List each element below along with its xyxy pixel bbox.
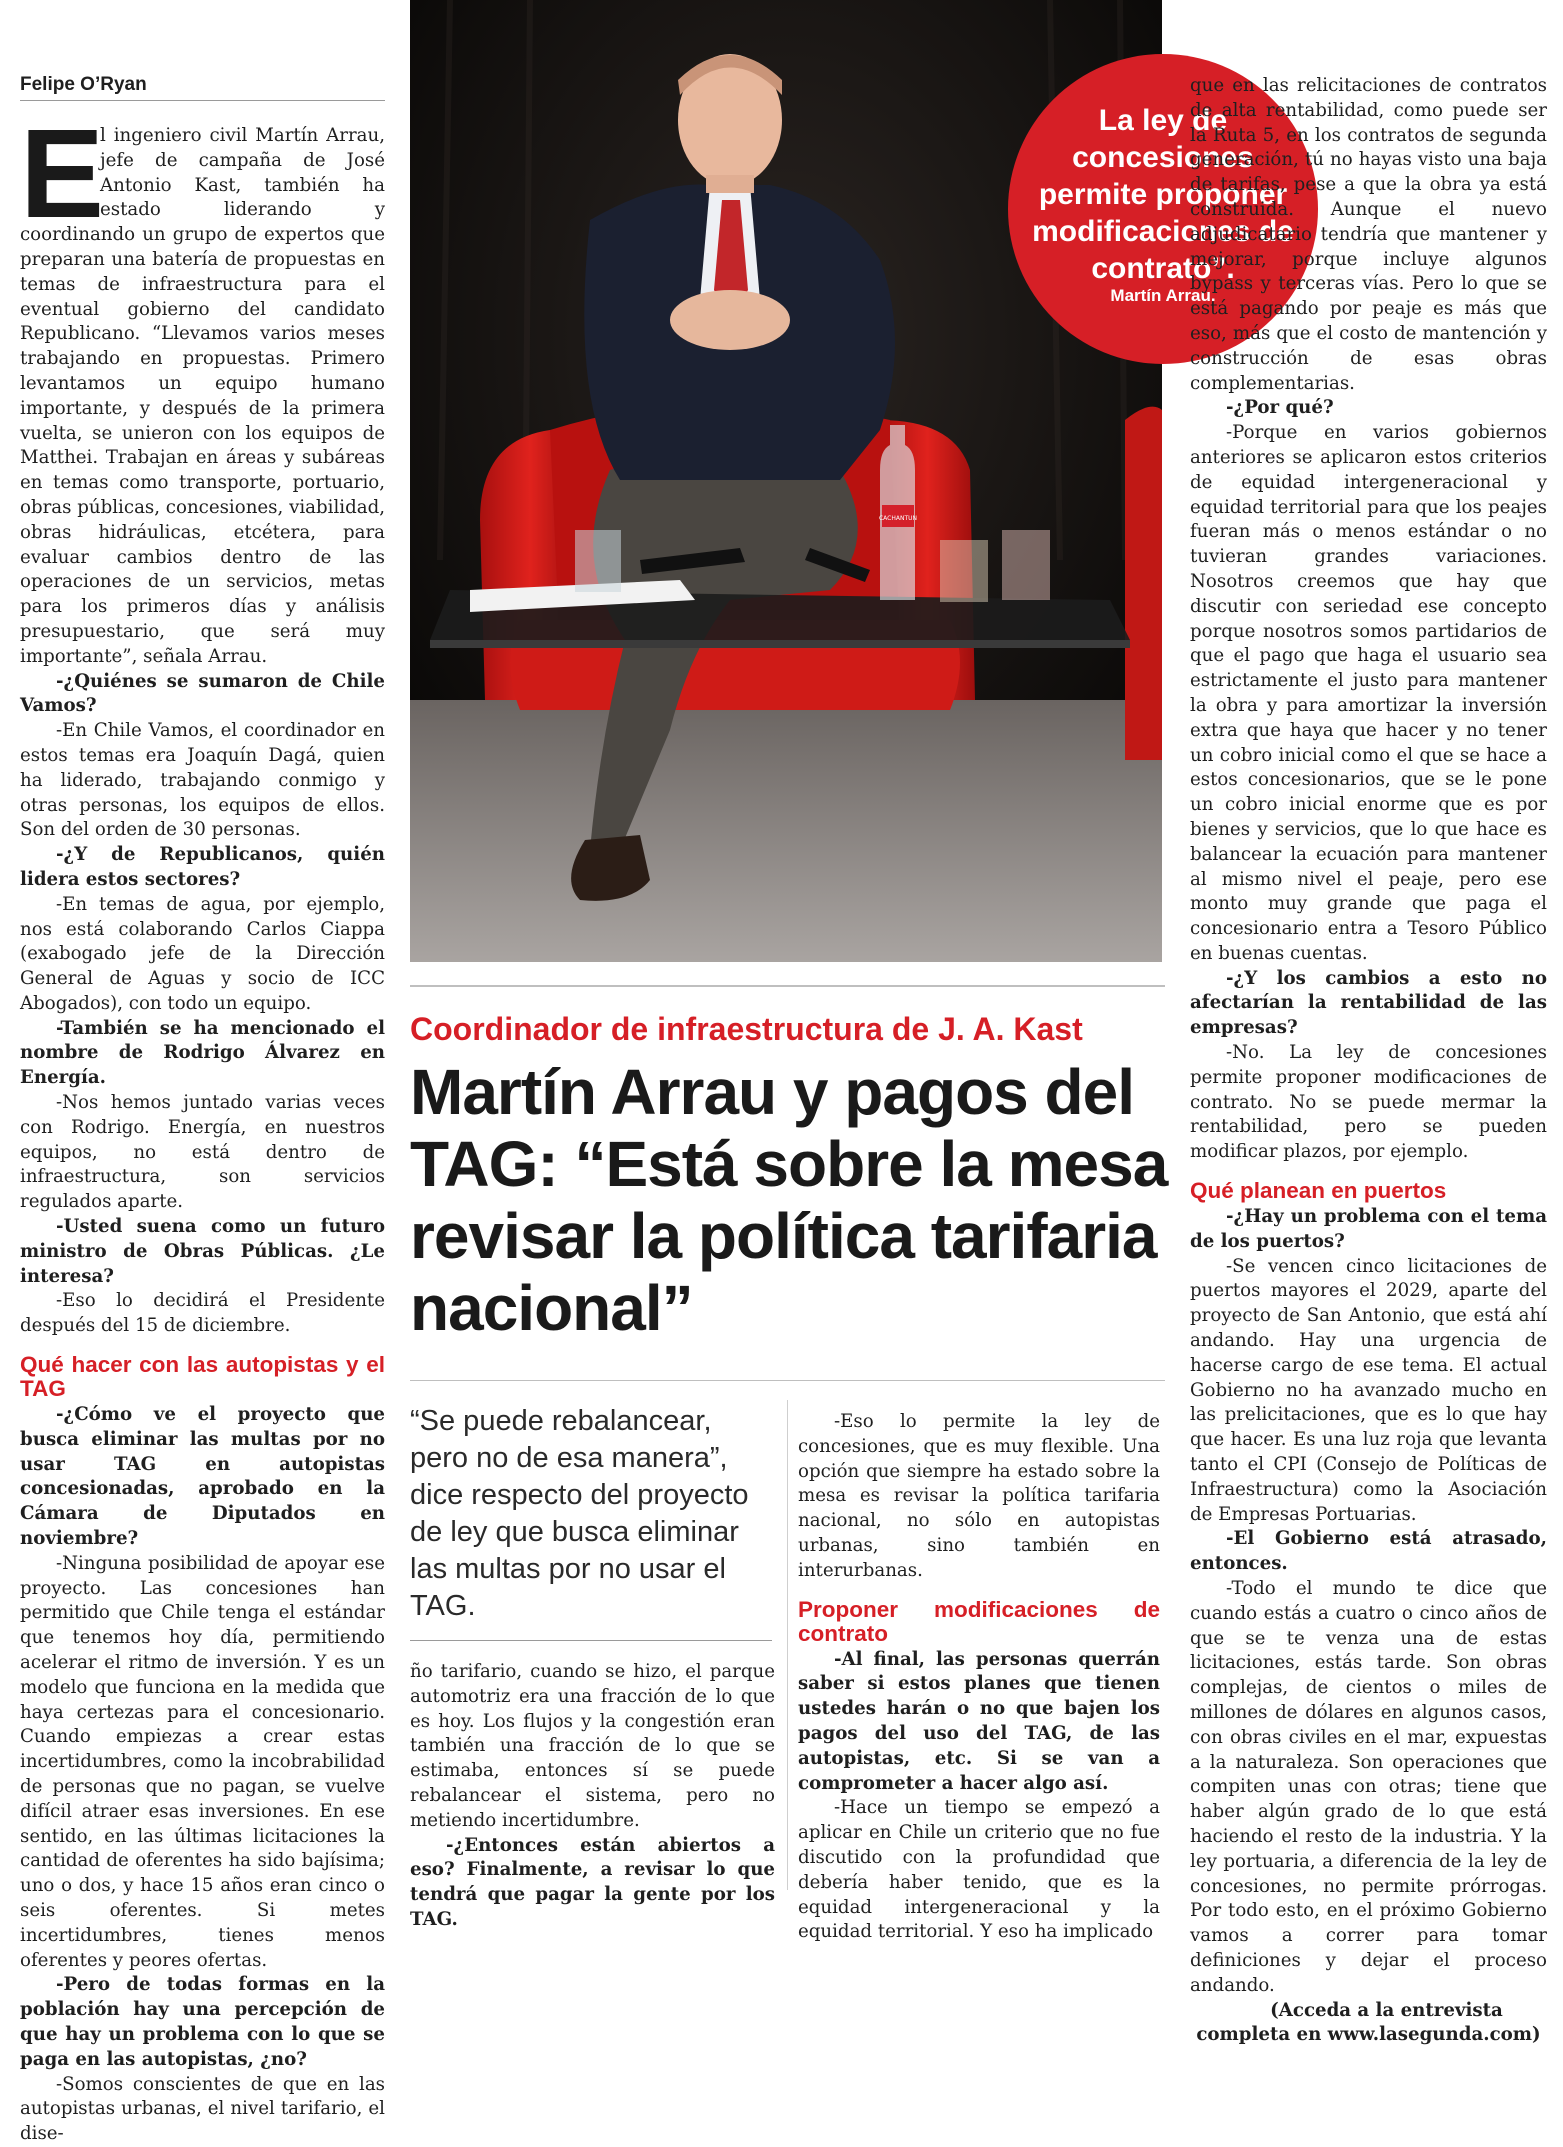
- interview-question: -El Gobierno está atrasado, entonces.: [1190, 1528, 1547, 1575]
- article-column-4: [1190, 74, 1547, 2048]
- interview-answer: -Nos hemos juntado varias veces con Rodrigo. Energía, en nuestros equipos, no está dentro de infraestructura, son servicios regulados aparte.: [20, 1092, 385, 1213]
- interview-question: -¿Entonces están abiertos a eso? Finalmente, a revisar lo que tendrá que pagar la gente por los TAG.: [410, 1834, 775, 1930]
- interview-answer: ño tarifario, cuando se hizo, el parque automotriz era una fracción de lo que es hoy. Los flujos y la congestión eran también una fracción de lo que se estimaba, entonces sí se puede rebalancear el sistema, pero no metiendo incertidumbre.: [410, 1661, 775, 1831]
- interview-question: -¿Y de Republicanos, quién lidera estos sectores?: [20, 844, 385, 890]
- interview-question: -¿Quiénes se sumaron de Chile Vamos?: [20, 670, 385, 717]
- interview-answer: -Porque en varios gobiernos anteriores se aplicaron estos criterios de equidad intergeneracional y equidad territorial para que los peajes fueran más o menos estándar o no tuvieran grandes variaciones. Nosotros creemos que hay que discutir con seriedad ese concepto porque nosotros somos partidarios de que el pago que haga el usuario sea estrictamente el justo para mantener la obra y para amortizar la inversión extra que haya que hacer y no tener un cobro inicial como el que se hace a estos concesionarios, que se le pone un cobro inicial enorme que es por bienes y servicios, que lo que hace es balancear la ecuación para mantener al mismo nivel el peaje, pero ese monto muy grande que paga el concesionario entra a Tesoro Público en buenas cuentas.: [1190, 422, 1547, 964]
- interview-question: -¿Por qué?: [1226, 397, 1334, 419]
- interview-answer: -Todo el mundo te dice que cuando estás a cuatro o cinco años de que se te venza una de estas licitaciones, estás tarde. Son obras complejas, de cientos o miles de millones de dólares en algunos casos, con obras civiles en el mar, expuestas a la naturaleza. Son operaciones que compiten unas con otras; tiene que haber algún grado de lo que está haciendo el resto de la industria. Y la ley portuaria, a diferencia de la ley de concesiones, no permite prórrogas. Por todo esto, en el próximo Gobierno vamos a correr para tomar definiciones y dejar el proceso andando.: [1190, 1578, 1547, 1996]
- kicker: Coordinador de infraestructura de J. A. Kast: [410, 1011, 1083, 1047]
- interview-question: -¿Y los cambios a esto no afectarían la rentabilidad de las empresas?: [1190, 967, 1547, 1039]
- intro-paragraph: [20, 103, 386, 670]
- interview-question: -Usted suena como un futuro ministro de Obras Públicas. ¿Le interesa?: [20, 1216, 385, 1287]
- pull-quote-credit: Martín Arrau.: [1110, 286, 1216, 305]
- interview-answer: -Eso lo permite la ley de concesiones, que es muy flexible. Una opción que siempre ha estado sobre la mesa es revisar la política tarifaria nacional, no sólo en autopistas urbanas, sino también en interurbanas.: [798, 1411, 1160, 1581]
- section-subhead: Proponer modificaciones de contrato: [798, 1596, 1160, 1646]
- section-subhead: Qué planean en puertos: [1190, 1178, 1447, 1204]
- column-1-body: [20, 670, 385, 2147]
- deck-divider: [410, 1640, 772, 1641]
- article-column-1: [20, 103, 386, 2147]
- interview-answer: -Eso lo decidirá el Presidente después del 15 de diciembre.: [20, 1290, 385, 1337]
- interview-answer: que en las relicitaciones de contratos de alta rentabilidad, como puede ser la Ruta 5, en los contratos de segunda generación, tú no hayas visto una baja de tarifas, pese a que la obra ya está construida. Aunque el nuevo adjudicatario tendría que mantener y mejorar, porque incluye algunos bypass y terceras vías. Pero lo que se está pagando por peaje es más que eso, más que el costo de mantención y construcción de esas obras complementarias.: [1190, 75, 1547, 394]
- headline-divider-bottom: [410, 1380, 1165, 1381]
- pull-quote-text: La ley de concesiones permite proponer modificaciones de contrato”.: [1032, 104, 1294, 285]
- deck-summary: “Se puede rebalancear, pero no de esa manera”, dice respecto del proyecto de ley que busca eliminar las multas por no usar el TAG.: [410, 1405, 749, 1622]
- byline: Felipe O’Ryan: [20, 74, 147, 95]
- interview-question: (Acceda a la entrevista completa en www.lasegunda.com): [1196, 1999, 1541, 2046]
- interview-question: -También se ha mencionado el nombre de Rodrigo Álvarez en Energía.: [20, 1017, 385, 1089]
- bottle-label: CACHANTUN: [878, 515, 918, 522]
- interview-question: -¿Cómo ve el proyecto que busca eliminar las multas por no usar TAG en autopistas concesionadas, aprobado en la Cámara de Diputados en noviembre?: [20, 1404, 385, 1550]
- byline-divider: [20, 100, 385, 101]
- interview-answer: -Somos conscientes de que en las autopistas urbanas, el nivel tarifario, el dise-: [20, 2073, 385, 2145]
- headline-divider-top: [410, 985, 1165, 987]
- interview-answer: -Hace un tiempo se empezó a aplicar en Chile un criterio que no fue discutido con la profundidad que debería haber tenido, que es la equidad intergeneracional y la equidad territorial. Y eso ha implicado: [798, 1797, 1160, 1943]
- interview-answer: -No. La ley de concesiones permite proponer modificaciones de contrato. No se puede mermar la rentabilidad, pero se pueden modificar plazos, por ejemplo.: [1190, 1042, 1547, 1163]
- interview-question: -¿Hay un problema con el tema de los puertos?: [1190, 1206, 1547, 1252]
- drop-cap: E: [20, 103, 105, 244]
- interview-answer: -Se vencen cinco licitaciones de puertos mayores el 2029, aparte del proyecto de San Antonio, que está ahí andando. Hay una urgencia de hacerse cargo de ese tema. El actual Gobierno no ha avanzado mucho en las prelicitaciones, que es lo que hay que hacer. Es una luz roja que levanta tanto el CPI (Consejo de Políticas de Infraestructura) como la Asociación de Empresas Portuarias.: [1190, 1255, 1547, 1525]
- section-subhead: Qué hacer con las autopistas y el TAG: [20, 1352, 385, 1402]
- interview-question: -Pero de todas formas en la población hay una percepción de que hay un problema con lo que se paga en las autopistas, ¿no?: [20, 1974, 385, 2070]
- column-divider: [787, 1400, 788, 1890]
- intro-text: l ingeniero civil Martín Arrau, jefe de campaña de José Antonio Kast, también ha estado liderando y coordinando un grupo de expertos que preparan una batería de propuestas en temas de infraestructura para el eventual gobierno del candidato Republicano. “Llevamos varios meses trabajando en propuestas. Primero levantamos un equipo humano importante, y después de la primera vuelta, se unieron con los equipos de Matthei. Trabajan en áreas y subáreas en temas como transporte, portuario, obras públicas, concesiones, viabilidad, obras hidráulicas, etcétera, para evaluar cambios dentro de las operaciones de un servicios, metas para los primeros días y análisis presupuestario, que será muy importante”, señala Arrau.: [20, 125, 386, 667]
- interview-answer: -Ninguna posibilidad de apoyar ese proyecto. Las concesiones han permitido que Chile tenga el estándar que tenemos hoy día, permitiendo acelerar el ritmo de inversión. Y es un modelo que funciona en la medida que haya certezas para el concesionario. Cuando empiezas a crear estas incertidumbres, como la incobrabilidad de personas que no pagan, se vuelve difícil atraer esas inversiones. En ese sentido, en las últimas licitaciones la cantidad de oferentes ha sido bajísima; uno o dos, y hace 15 años eran cinco o seis oferentes. Si metes incertidumbres, tienes menos oferentes y peores ofertas.: [20, 1552, 385, 1971]
- interview-answer: -En Chile Vamos, el coordinador en estos temas era Joaquín Dagá, quien ha liderado, trabajando conmigo y otras personas, los equipos de ellos. Son del orden de 30 personas.: [20, 720, 385, 841]
- interview-answer: -En temas de agua, por ejemplo, nos está colaborando Carlos Ciappa (exabogado jefe de la Dirección General de Aguas y socio de ICC Abogados), con todo un equipo.: [20, 893, 385, 1014]
- article-column-3: [798, 1410, 1160, 1945]
- interview-question: -Al final, las personas querrán saber si estos planes que tienen ustedes harán o no que bajen los pagos del uso del TAG, de las autopistas, etc. Si se van a comprometer a hacer algo así.: [798, 1648, 1160, 1794]
- headline: Martín Arrau y pagos del TAG: “Está sobre la mesa revisar la política tarifaria nacional”: [410, 1056, 1168, 1344]
- article-column-2: [410, 1660, 775, 1933]
